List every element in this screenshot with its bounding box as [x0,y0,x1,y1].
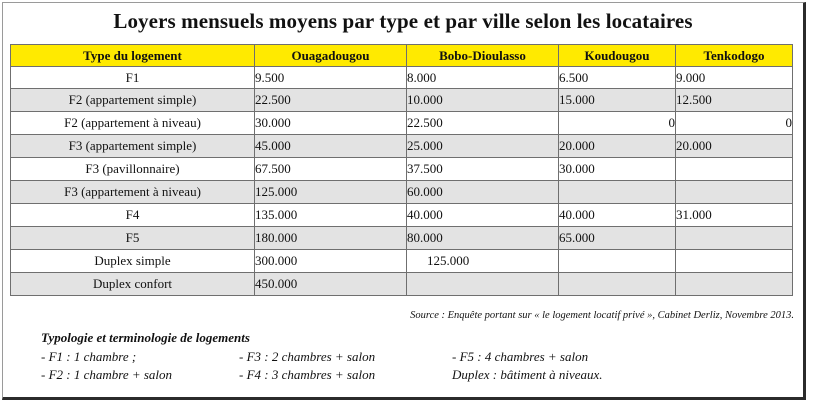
cell-value [559,181,676,204]
cell-value [559,250,676,273]
source-note: Source : Enquête portant sur « le logement locatif privé », Cabinet Derliz, Novembre 2013. [410,310,794,321]
table-row [11,250,793,273]
cell-type: F2 (appartement simple) [11,89,255,112]
cell-value: 80.000 [407,227,559,250]
rent-table [10,44,793,296]
cell-value: 30.000 [559,158,676,181]
cell-value: 37.500 [407,158,559,181]
cell-value: 135.000 [255,204,407,227]
legend-heading: Typologie et terminologie de logements [41,330,250,345]
legend-item: - F5 : 4 chambres + salon [452,349,589,364]
cell-value [676,250,793,273]
cell-value: 45.000 [255,135,407,158]
cell-value: 40.000 [407,204,559,227]
table-row [11,67,793,89]
cell-value: 67.500 [255,158,407,181]
header-type: Type du logement [11,45,255,67]
cell-type: F3 (pavillonnaire) [11,158,255,181]
typology-legend [41,330,603,382]
cell-value [676,181,793,204]
cell-value: 31.000 [676,204,793,227]
header-ouagadougou: Ouagadougou [255,45,407,67]
table-header-row [11,45,793,67]
header-bobo-dioulasso: Bobo-Dioulasso [407,45,559,67]
table-row [11,204,793,227]
cell-value: 9.000 [676,67,793,89]
page-title: Loyers mensuels moyens par type et par ville selon les locataires [113,9,693,33]
cell-type: F4 [11,204,255,227]
cell-value: 125.000 [407,250,559,273]
cell-value: 0 [676,112,793,135]
cell-type: F5 [11,227,255,250]
cell-type: F1 [11,67,255,89]
legend-item: - F4 : 3 chambres + salon [239,367,376,382]
legend-column-2 [239,348,375,384]
cell-value [559,273,676,296]
cell-value [407,273,559,296]
legend-column-3 [452,348,603,384]
table-row [11,273,793,296]
legend-item: - F3 : 2 chambres + salon [239,349,376,364]
cell-value: 20.000 [559,135,676,158]
cell-type: F3 (appartement simple) [11,135,255,158]
cell-value [676,227,793,250]
cell-value: 65.000 [559,227,676,250]
cell-value: 15.000 [559,89,676,112]
cell-value: 8.000 [407,67,559,89]
cell-value [676,158,793,181]
cell-type: F3 (appartement à niveau) [11,181,255,204]
legend-item: - F1 : 1 chambre ; [41,349,137,364]
cell-value: 22.500 [255,89,407,112]
cell-type: F2 (appartement à niveau) [11,112,255,135]
cell-value: 6.500 [559,67,676,89]
cell-value [676,273,793,296]
legend-item: - F2 : 1 chambre + salon [41,367,173,382]
cell-value: 300.000 [255,250,407,273]
cell-value: 22.500 [407,112,559,135]
legend-column-1 [41,348,172,384]
cell-value: 180.000 [255,227,407,250]
table-row [11,158,793,181]
table-row [11,89,793,112]
table-row [11,112,793,135]
cell-type: Duplex simple [11,250,255,273]
cell-type: Duplex confort [11,273,255,296]
table-row [11,135,793,158]
header-koudougou: Koudougou [559,45,676,67]
cell-value: 30.000 [255,112,407,135]
cell-value: 9.500 [255,67,407,89]
legend-item: Duplex : bâtiment à niveaux. [452,367,603,382]
cell-value: 450.000 [255,273,407,296]
cell-value: 25.000 [407,135,559,158]
table-row [11,227,793,250]
header-tenkodogo: Tenkodogo [676,45,793,67]
table-row [11,181,793,204]
cell-value: 10.000 [407,89,559,112]
cell-value: 60.000 [407,181,559,204]
cell-value: 40.000 [559,204,676,227]
cell-value: 12.500 [676,89,793,112]
cell-value: 0 [559,112,676,135]
cell-value: 125.000 [255,181,407,204]
cell-value: 20.000 [676,135,793,158]
